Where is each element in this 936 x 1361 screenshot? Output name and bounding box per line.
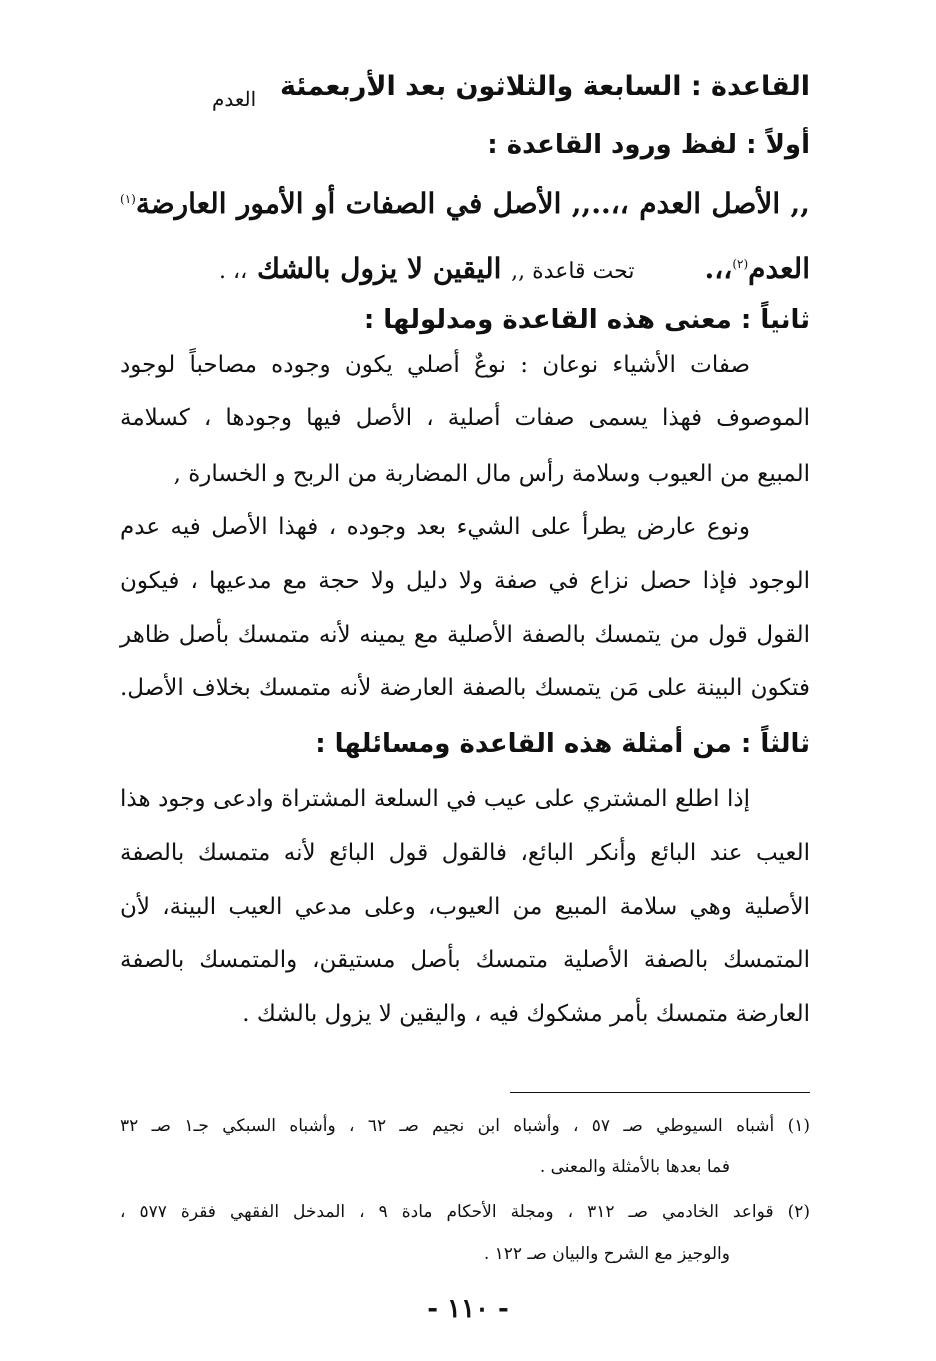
section2-line-5: الوجود فإذا حصل نزاع في صفة ولا دليل ولا حجة مع مدعيها ، فيكون	[120, 568, 810, 594]
section2-line-1: صفات الأشياء نوعان : نوعٌ أصلي يكون وجوده مصاحباً لوجود	[120, 352, 750, 378]
footnote-ref-1[interactable]: (١)	[120, 192, 136, 206]
section2-heading: ثانياً : معنى هذه القاعدة ومدلولها :	[363, 305, 810, 335]
section3-line-2: العيب عند البائع وأنكر البائع، فالقول قول البائع لأنه متمسك بالصفة	[120, 840, 810, 866]
footnote-1-line-1: (١) أشباه السيوطي صـ ٥٧ ، وأشباه ابن نجيم صـ ٦٢ ، وأشباه السبكي جـ١ صـ ٣٢	[120, 1116, 810, 1136]
quote-text-1: ,, الأصل العدم ،،..,, الأصل في الصفات أو الأمور العارضة	[135, 187, 810, 220]
quote-word-2: العدم	[748, 252, 810, 285]
footnote-2-line-2: والوجيز مع الشرح والبيان صـ ١٢٢ .	[483, 1244, 730, 1264]
section3-line-1: إذا اطلع المشتري على عيب في السلعة المشتراة وادعى وجود هذا	[120, 786, 750, 812]
under-rule-name: اليقين لا يزول بالشك	[256, 252, 502, 285]
section2-line-6: القول قول من يتمسك بالصفة الأصلية مع يمينه لأنه متمسك بأصل ظاهر	[120, 622, 810, 648]
footnote-1-line-2: فما بعدها بالأمثلة والمعنى .	[539, 1157, 730, 1177]
rule-title: القاعدة : السابعة والثلاثون بعد الأربعمئة	[279, 71, 810, 102]
rule-quote-line2	[120, 246, 810, 290]
rule-topic: العدم	[212, 87, 257, 111]
section3-line-3: الأصلية وهي سلامة المبيع من العيوب، وعلى مدعي العيب البينة، لأن	[120, 894, 810, 920]
section2-line-3: المبيع من العيوب وسلامة رأس مال المضاربة من الربح و الخسارة ,	[173, 461, 810, 487]
section2-line-4: ونوع عارض يطرأ على الشيء بعد وجوده ، فهذا الأصل فيه عدم	[120, 514, 750, 540]
section1-heading: أولاً : لفظ ورود القاعدة :	[487, 130, 810, 160]
section2-line-7: فتكون البينة على مَن يتمسك بالصفة العارضة لأنه متمسك بخلاف الأصل.	[120, 675, 810, 701]
footnote-ref-2[interactable]: (٢)	[732, 257, 749, 271]
footnote-divider	[510, 1092, 810, 1093]
section3-heading: ثالثاً : من أمثلة هذه القاعدة ومسائلها :	[315, 729, 810, 759]
rule-quote-line1	[120, 181, 810, 222]
quote-end-2: ،،.	[704, 252, 733, 285]
under-rule-prefix: تحت قاعدة ,,	[511, 259, 635, 284]
section3-line-5: العارضة متمسك بأمر مشكوك فيه ، واليقين لا يزول بالشك .	[242, 1001, 810, 1027]
section3-line-4: المتمسك بالصفة الأصلية متمسك بأصل مستيقن، والمتمسك بالصفة	[120, 947, 810, 973]
section2-line-2: الموصوف فهذا يسمى صفات أصلية ، الأصل فيها وجودها ، كسلامة	[120, 405, 810, 431]
page-number: - ١١٠ -	[427, 1294, 509, 1324]
under-rule-suffix: ،، .	[219, 259, 248, 284]
footnote-2-line-1: (٢) قواعد الخادمي صـ ٣١٢ ، ومجلة الأحكام مادة ٩ ، المدخل الفقهي فقرة ٥٧٧ ،	[120, 1202, 810, 1222]
